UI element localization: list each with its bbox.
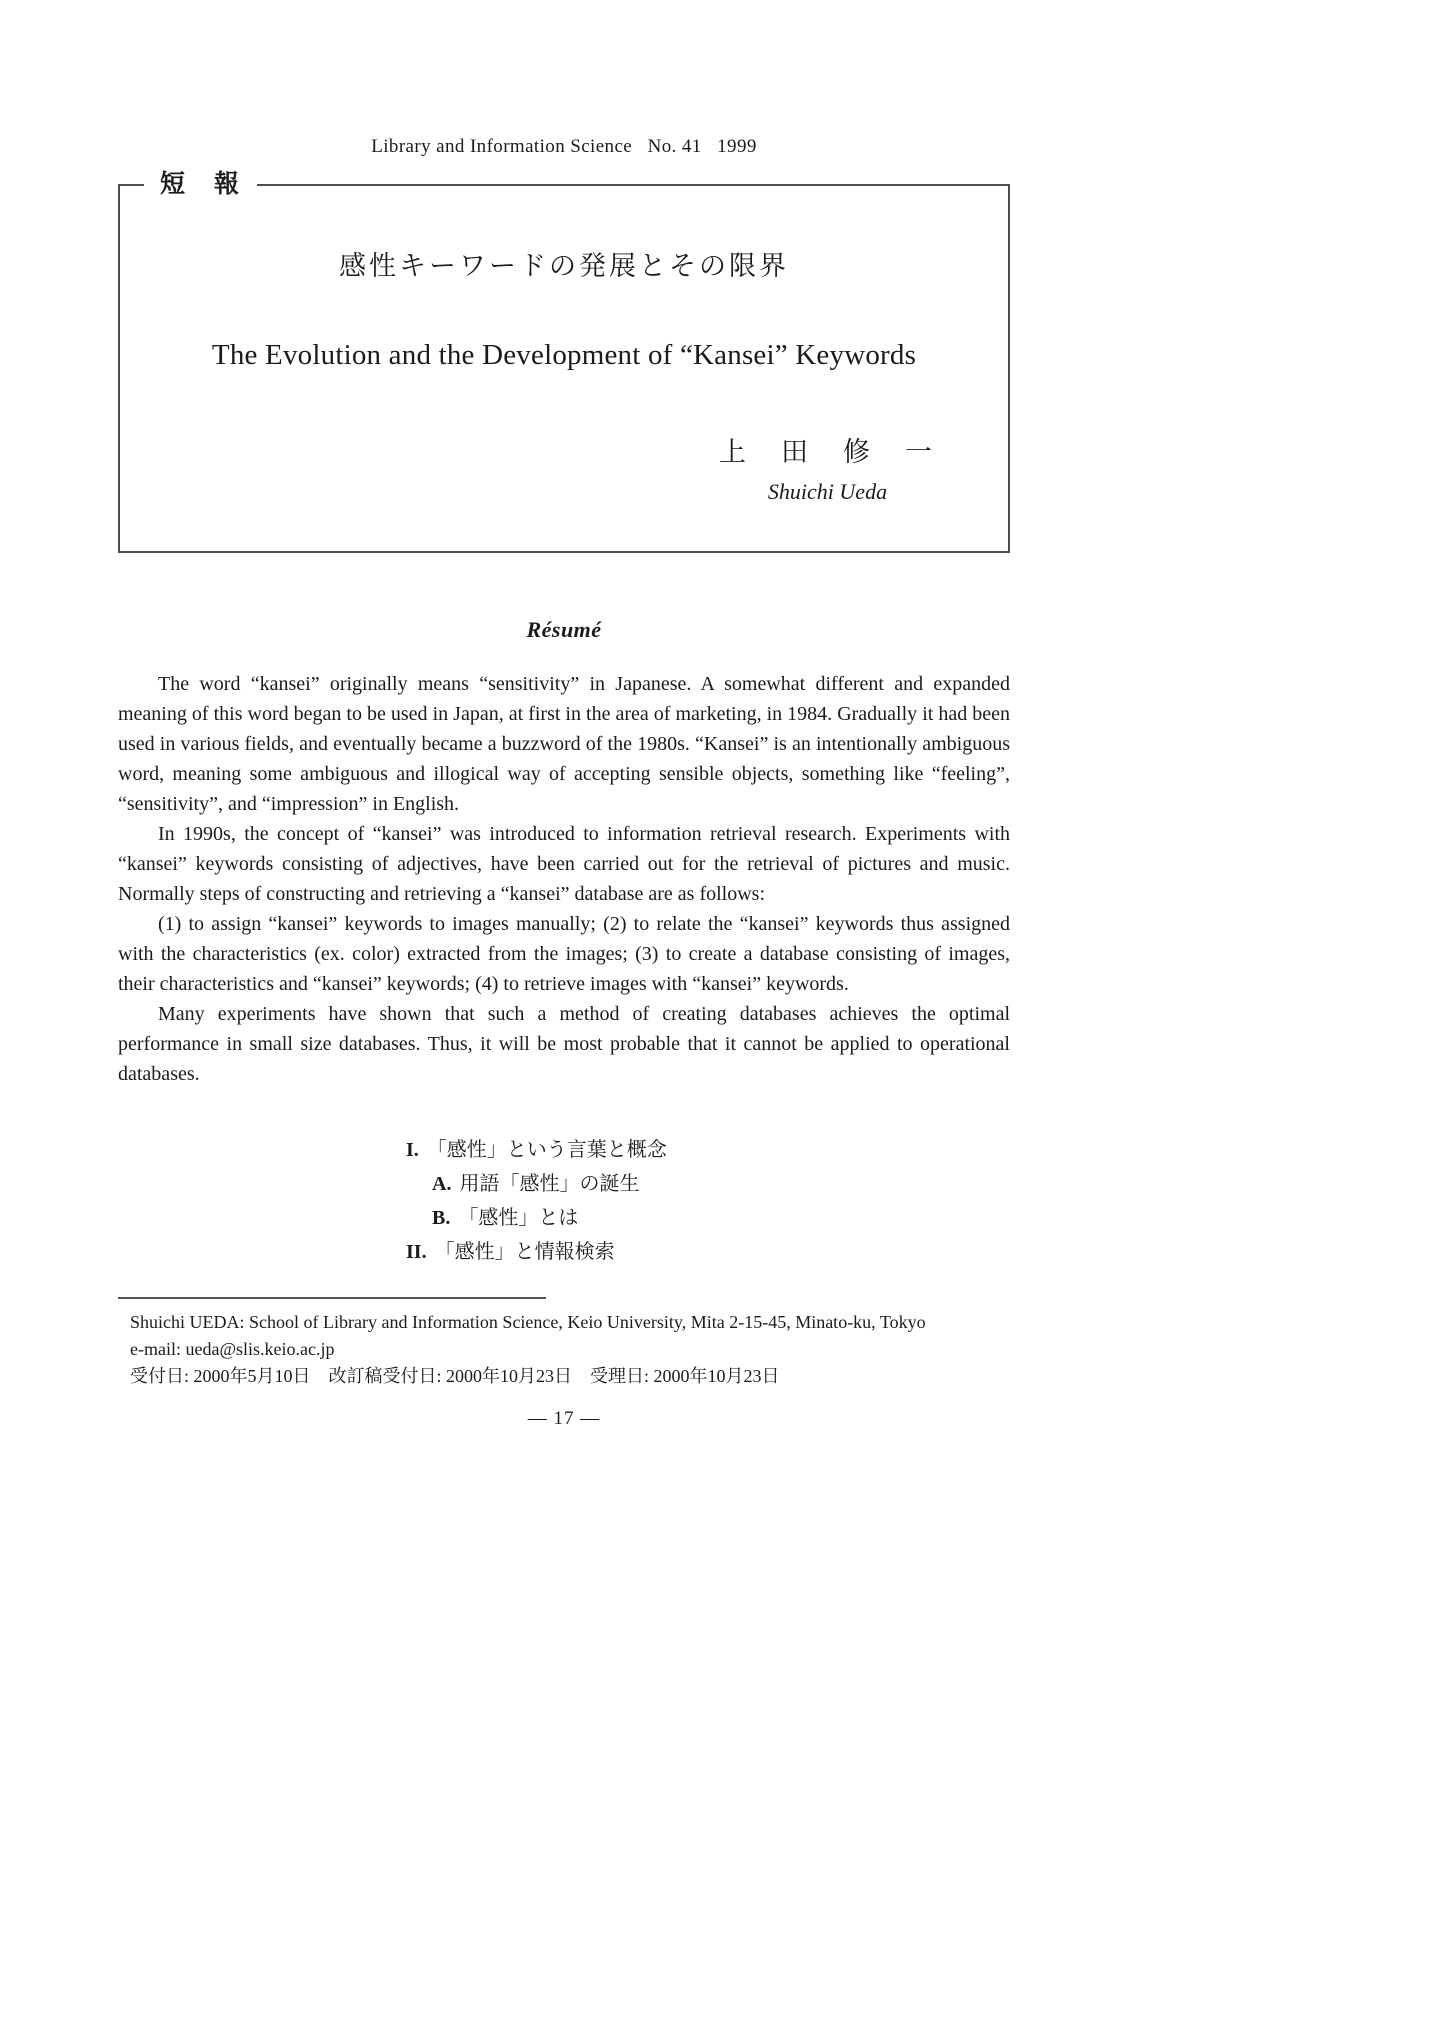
footnote-dates: 受付日: 2000年5月10日 改訂稿受付日: 2000年10月23日 受理日: 2000年10月23日 xyxy=(130,1366,780,1386)
abstract-paragraph: (1) to assign “kansei” keywords to images manually; (2) to relate the “kansei” keywords thus assigned with the characteristics (ex. color) extracted from the images; (3) to create a database consisting of images, their characteristics and “kansei” keywords; (4) to retrieve images with “kansei” keywords. xyxy=(118,913,1010,995)
author-inner xyxy=(719,430,936,505)
abstract-paragraph: Many experiments have shown that such a method of creating databases achieves the optimal performance in small size databases. Thus, it will be most probable that it cannot be applied to operational databases. xyxy=(118,1003,1010,1085)
japanese-title: 感性キーワードの発展とその限界 xyxy=(339,251,789,281)
author-block xyxy=(144,430,984,505)
footnote-affiliation: Shuichi UEDA: School of Library and Information Science, Keio University, Mita 2-15-45, Minato-ku, Tokyo xyxy=(130,1312,926,1332)
outline-item-number: B. xyxy=(432,1207,451,1229)
journal-header: Library and Information Science No. 41 1999 xyxy=(371,136,757,157)
outline-item-number: A. xyxy=(432,1173,452,1195)
footnote-email: e-mail: ueda@slis.keio.ac.jp xyxy=(130,1339,335,1359)
author-romanized: Shuichi Ueda xyxy=(767,479,888,504)
footnote-divider xyxy=(118,1297,546,1299)
abstract-paragraph: The word “kansei” originally means “sensitivity” in Japanese. A somewhat different and expanded meaning of this word began to be used in Japan, at first in the area of marketing, in 1984. Gradually it had been used in various fields, and eventually became a buzzword of the 1980s. “Kansei” is an intentionally ambiguous word, meaning some ambiguous and illogical way of accepting sensible objects, something like “feeling”, “sensitivity”, and “impression” in English. xyxy=(118,673,1010,815)
footnote xyxy=(118,1297,1010,1390)
outline-item-text: 用語「感性」の誕生 xyxy=(459,1173,640,1195)
outline-item xyxy=(406,1235,1010,1269)
article-type-label: 短 報 xyxy=(144,167,257,203)
table-of-contents xyxy=(406,1133,1010,1269)
outline-item xyxy=(406,1167,1010,1201)
english-title: The Evolution and the Development of “Kansei” Keywords xyxy=(211,339,917,371)
outline-item-number: II. xyxy=(406,1241,427,1263)
resume-heading: Résumé xyxy=(526,617,602,642)
abstract-paragraph: In 1990s, the concept of “kansei” was introduced to information retrieval research. Experiments with “kansei” keywords consisting of adjectives, have been carried out for the retrieval of pictures and music. Normally steps of constructing and retrieving a “kansei” database are as follows: xyxy=(118,823,1010,905)
title-box xyxy=(118,171,1010,553)
abstract-body xyxy=(118,669,1010,1089)
page-number: — 17 — xyxy=(527,1408,601,1429)
outline-item-text: 「感性」とは xyxy=(458,1207,579,1229)
outline-item-text: 「感性」と情報検索 xyxy=(434,1241,615,1263)
outline-item xyxy=(406,1201,1010,1235)
author-japanese: 上 田 修 一 xyxy=(719,437,936,467)
outline-item xyxy=(406,1133,1010,1167)
document-page xyxy=(118,0,1010,1430)
outline-item-text: 「感性」という言葉と概念 xyxy=(426,1139,667,1161)
outline-item-number: I. xyxy=(406,1139,419,1161)
